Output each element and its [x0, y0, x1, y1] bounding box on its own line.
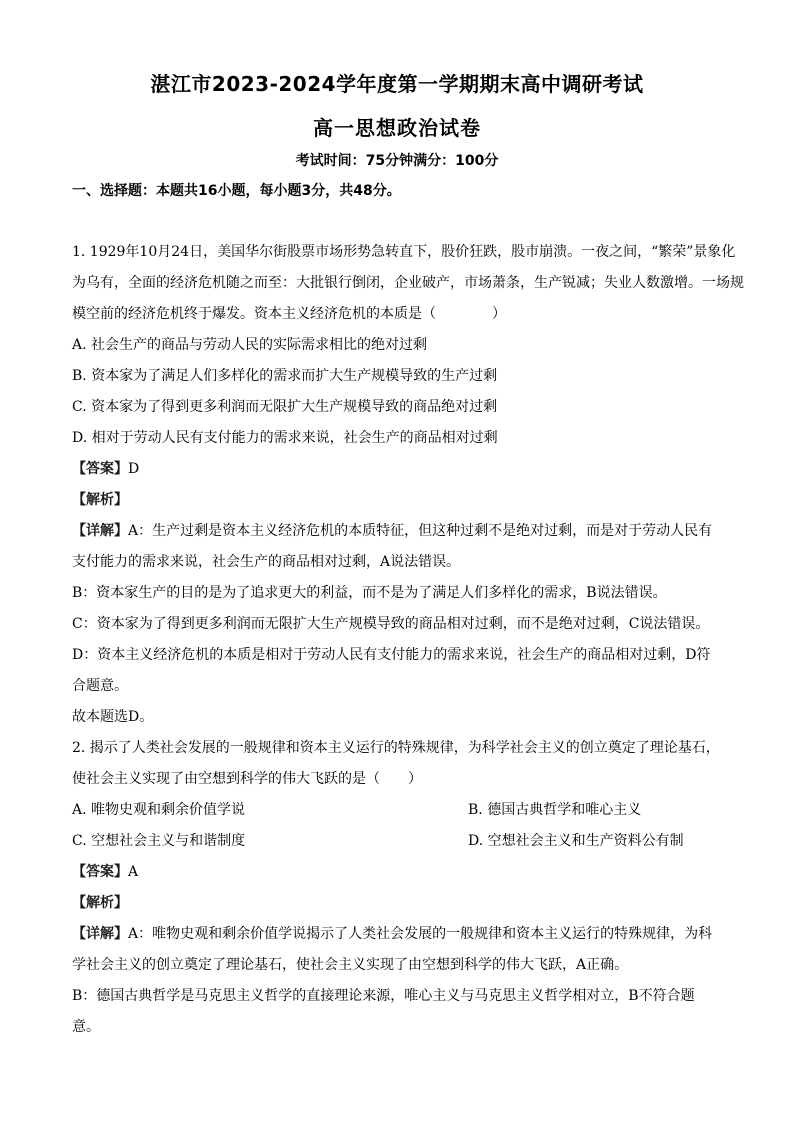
q1-detail-line: 支付能力的需求来说，社会生产的商品相对过剩，A说法错误。: [72, 554, 461, 570]
q1-option-c: C. 资本家为了得到更多利润而无限扩大生产规模导致的商品绝对过剩: [72, 399, 498, 415]
q1-answer: [72, 459, 732, 479]
q1-option-d: D. 相对于劳动人民有支付能力的需求来说，社会生产的商品相对过剩: [72, 430, 498, 446]
q1-conclusion: 故本题选D。: [72, 709, 154, 725]
q2-option-d: D. 空想社会主义和生产资料公有制: [468, 833, 684, 849]
q1-option-b: B. 资本家为了满足人们多样化的需求而扩大生产规模导致的生产过剩: [72, 368, 498, 384]
q2-options-row: [72, 831, 732, 851]
q2-option-b: B. 德国古典哲学和唯心主义: [468, 802, 642, 818]
q2-analysis: [72, 893, 732, 913]
answer-value: A: [128, 864, 139, 880]
q1-stem-line: 为乌有，全面的经济危机随之而至：大批银行倒闭，企业破产，市场萧条，生产锐减；失业人数激增。一场规: [72, 275, 744, 291]
q1-analysis: [72, 490, 732, 510]
q1-detail-line: 合题意。: [72, 678, 128, 694]
analysis-tag: 【解析】: [72, 492, 128, 508]
q1-detail-line: [72, 521, 732, 541]
q1-stem-line: 模空前的经济危机终于爆发。资本主义经济危机的本质是（ ）: [72, 306, 506, 322]
q1-detail-line: B：资本家生产的目的是为了追求更大的利益，而不是为了满足人们多样化的需求，B说法错误。: [72, 585, 667, 601]
q2-answer: [72, 862, 732, 882]
q1-stem-line: 1. 1929年10月24日，美国华尔街股票市场形势急转直下，股价狂跌，股市崩溃。一夜之间，“繁荣”景象化: [72, 244, 736, 260]
section-heading: 一、选择题：本题共16小题，每小题3分，共48分。: [72, 183, 401, 199]
q2-detail-line: 学社会主义的创立奠定了理论基石，使社会主义实现了由空想到科学的伟大飞跃，A正确。: [72, 957, 629, 973]
exam-subtitle: 高一思想政治试卷: [313, 116, 481, 140]
q2-option-a: A. 唯物史观和剩余价值学说: [72, 802, 246, 818]
q2-detail-line: 意。: [72, 1019, 100, 1035]
answer-value: D: [128, 461, 140, 477]
exam-info: 考试时间：75分钟满分：100分: [295, 153, 499, 169]
q1-detail-line: D：资本主义经济危机的本质是相对于劳动人民有支付能力的需求来说，社会生产的商品相对过剩，D符: [72, 647, 711, 663]
detail-tag: 【详解】: [72, 523, 128, 539]
q2-stem-line: 使社会主义实现了由空想到科学的伟大飞跃的是（ ）: [72, 771, 422, 787]
analysis-tag: 【解析】: [72, 895, 128, 911]
detail-text: A：生产过剩是资本主义经济危机的本质特征，但这种过剩不是绝对过剩，而是对于劳动人民有: [128, 523, 713, 539]
q1-option-a: A. 社会生产的商品与劳动人民的实际需求相比的绝对过剩: [72, 337, 428, 353]
q2-detail-line: B：德国古典哲学是马克思主义哲学的直接理论来源，唯心主义与马克思主义哲学相对立，B不符合题: [72, 988, 695, 1004]
q2-option-c: C. 空想社会主义与和谐制度: [72, 833, 246, 849]
answer-tag: 【答案】: [72, 864, 128, 880]
q2-stem-line: 2. 揭示了人类社会发展的一般规律和资本主义运行的特殊规律，为科学社会主义的创立奠定了理论基石，: [72, 740, 720, 756]
answer-tag: 【答案】: [72, 461, 128, 477]
q1-detail-line: C：资本家为了得到更多利润而无限扩大生产规模导致的商品相对过剩，而不是绝对过剩，C说法错误。: [72, 616, 710, 632]
detail-text: A：唯物史观和剩余价值学说揭示了人类社会发展的一般规律和资本主义运行的特殊规律，为科: [128, 926, 713, 942]
q2-options-row: [72, 800, 732, 820]
detail-tag: 【详解】: [72, 926, 128, 942]
exam-title: 湛江市2023-2024学年度第一学期期末高中调研考试: [150, 72, 644, 96]
q2-detail-line: [72, 924, 732, 944]
